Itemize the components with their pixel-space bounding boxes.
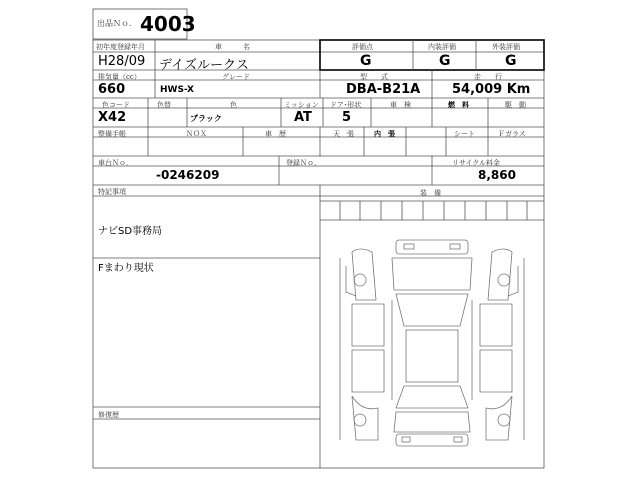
fuel-label: 燃 料 [448,100,469,109]
door-label: ドア･形状 [330,101,362,109]
color-code-label: 色コード [102,101,130,109]
maintenance-book-label: 整備手帳 [98,130,126,138]
transmission-value: AT [294,110,312,125]
interior-trim-label: 内 張 [374,129,395,138]
score-value: G [360,53,372,69]
displacement-label: 排気量（cc） [98,73,141,81]
repair-history-label: 修復歴 [98,411,119,419]
registration-number-label: 登録Ｎｏ． [286,159,321,167]
remarks-label: 特記事項 [98,188,126,196]
mileage-value: 54,009 Km [452,82,531,97]
color-value: ブラック [190,114,222,123]
mileage-label: 走 行 [474,73,502,81]
chassis-number-value: -0246209 [156,168,220,182]
drive-label: 駆 動 [505,101,526,109]
inspection-label: 車 検 [390,101,411,109]
grade-label: グレード [222,73,250,81]
score-label: 評価点 [352,43,373,51]
recycle-fee-value: 8,860 [478,168,516,182]
car-name-label: 車 名 [215,43,250,51]
chassis-number-label: 車台Ｎｏ． [98,159,133,167]
exterior-score-value: G [505,53,517,69]
registration-date-label: 初年度登録年月 [96,43,145,51]
seat-label: シート [454,130,475,138]
front-glass-label: Ｆガラス [498,130,526,138]
transmission-label: ミッション [284,101,319,109]
lot-number: 4003 [140,12,196,36]
model-code-value: DBA-B21A [346,82,421,97]
car-name: デイズルークス [159,58,249,73]
color-code-value: X42 [98,110,127,125]
recycle-fee-label: リサイクル料金 [452,159,501,167]
exterior-score-label: 外装評価 [492,43,520,51]
door-value: 5 [342,110,352,125]
registration-date: H28/09 [98,54,146,69]
interior-score-value: G [439,53,451,69]
color-change-label: 色替 [157,101,171,109]
model-code-label: 型 式 [360,73,388,81]
lot-number-label: 出品Ｎｏ． [97,19,137,28]
color-label: 色 [230,101,237,109]
grade-value: HWS-X [160,85,194,95]
equipment-label: 装 備 [420,189,441,197]
headliner-label: 天 張 [333,130,354,138]
nox-label: ＮＯＸ [186,130,207,138]
interior-score-label: 内装評価 [428,43,456,51]
displacement-value: 660 [98,82,126,97]
history-label: 車 歴 [265,130,286,138]
remark-line: Fまわり現状 [98,263,154,274]
remark-line: ナビSD事務局 [98,226,163,237]
